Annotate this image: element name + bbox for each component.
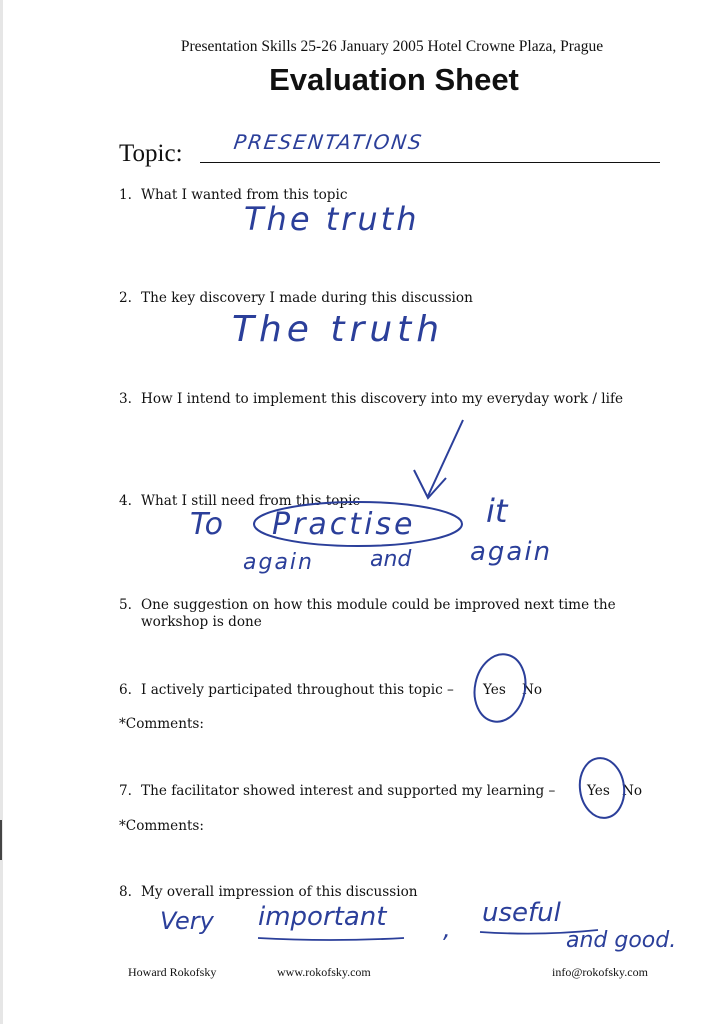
handwritten-topic-answer: PRESENTATIONS: [232, 130, 425, 154]
handwritten-answer-4-to: To: [190, 507, 223, 542]
question-6: [119, 682, 454, 699]
question-6-text: I actively participated throughout this topic –: [141, 682, 454, 698]
question-4-number: 4.: [119, 493, 132, 509]
question-8-text: My overall impression of this discussion: [141, 884, 418, 900]
handwritten-answer-8-and-good: and good.: [566, 928, 677, 953]
handwritten-answer-4-again-2: again: [470, 537, 553, 567]
question-1-number: 1.: [119, 187, 132, 203]
topic-underline: [200, 162, 660, 163]
handwritten-arrow-head: [414, 470, 446, 498]
handwritten-answer-4-it: it: [486, 492, 508, 530]
header-line: Presentation Skills 25-26 January 2005 Hotel Crowne Plaza, Prague: [180, 38, 604, 55]
question-7: [119, 783, 555, 800]
question-7-comments-label: *Comments:: [119, 818, 204, 834]
page-title: Evaluation Sheet: [269, 62, 519, 97]
scan-edge-mark: [0, 820, 2, 860]
handwritten-answer-4-again-1: again: [243, 550, 314, 575]
question-3: [119, 391, 623, 408]
handwritten-answer-8-useful: useful: [482, 898, 561, 928]
question-5-number: 5.: [119, 597, 132, 613]
footer-name: Howard Rokofsky: [128, 965, 217, 979]
handwritten-underline-important: [258, 938, 404, 940]
handwritten-answer-2: The truth: [232, 309, 445, 350]
question-4-text: What I still need from this topic: [141, 493, 361, 509]
handwritten-answer-1: The truth: [244, 200, 420, 238]
question-2-number: 2.: [119, 290, 132, 306]
question-6-number: 6.: [119, 682, 132, 698]
handwritten-answer-8-comma: ,: [443, 915, 451, 943]
question-7-number: 7.: [119, 783, 132, 799]
question-3-number: 3.: [119, 391, 132, 407]
question-1-text: What I wanted from this topic: [141, 187, 348, 203]
question-7-yes-option: Yes: [587, 783, 610, 799]
question-6-yes-option: Yes: [483, 682, 506, 698]
handwritten-answer-4-and: and: [370, 547, 412, 572]
question-6-no-option: No: [522, 682, 543, 698]
question-8-number: 8.: [119, 884, 132, 900]
question-5-text: One suggestion on how this module could be improved next time the: [141, 597, 616, 613]
question-2-text: The key discovery I made during this discussion: [141, 290, 473, 306]
question-5: [119, 597, 616, 631]
question-7-no-option: No: [622, 783, 643, 799]
question-8: [119, 884, 418, 901]
footer-email: info@rokofsky.com: [552, 965, 648, 979]
handwritten-arrow-shaft: [428, 420, 463, 496]
topic-label: Topic:: [119, 140, 183, 167]
question-5-text-continued: workshop is done: [141, 614, 262, 630]
footer-website: www.rokofsky.com: [277, 965, 371, 979]
question-6-comments-label: *Comments:: [119, 716, 204, 732]
handwritten-answer-8-very: Very: [160, 907, 214, 935]
question-2: [119, 290, 473, 307]
question-3-text: How I intend to implement this discovery into my everyday work / life: [141, 391, 624, 407]
handwritten-answer-4-practise: Practise: [272, 507, 416, 542]
question-7-text: The facilitator showed interest and supported my learning –: [141, 783, 556, 799]
handwritten-answer-8-important: important: [258, 902, 387, 932]
scan-edge: [0, 0, 3, 1024]
